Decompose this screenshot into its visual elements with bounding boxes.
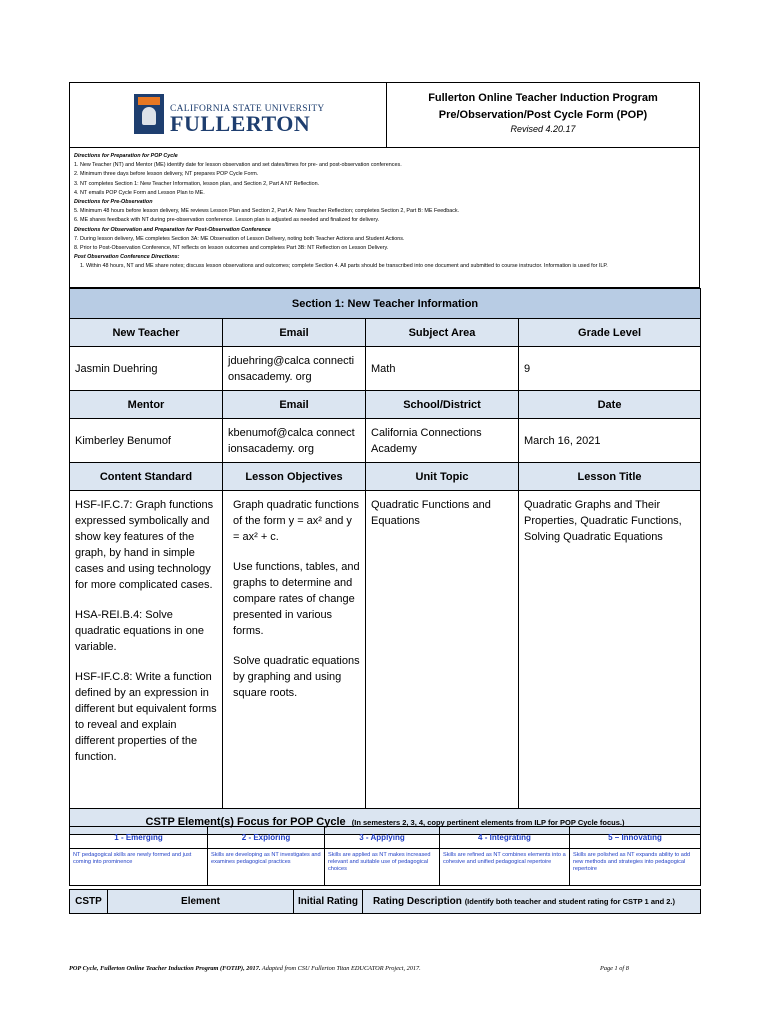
- mentor-email[interactable]: kbenumof@calca connect ionsacademy. org: [223, 419, 366, 463]
- header-lesson-title: Lesson Title: [519, 463, 701, 491]
- header-grade-level: Grade Level: [519, 319, 701, 347]
- logo-university: CALIFORNIA STATE UNIVERSITY: [170, 104, 325, 114]
- lesson-objective-item: Use functions, tables, and graphs to determine and compare rates of change presented in various forms.: [233, 561, 360, 637]
- level-desc: Skills are developing as NT investigates and examines pedagogical practices: [208, 849, 325, 886]
- section1-table: [69, 288, 701, 835]
- date-value[interactable]: March 16, 2021: [519, 419, 701, 463]
- lesson-title-value: Quadratic Graphs and Their Properties, Quadratic Functions, Solving Quadratic Equations: [524, 499, 682, 543]
- header-initial-rating: Initial Rating: [294, 890, 363, 914]
- header-subject-area: Subject Area: [366, 319, 519, 347]
- level-exploring: 2 - Exploring: [208, 827, 325, 849]
- level-desc: Skills are refined as NT combines elements into a cohesive and unified pedagogical repertoire: [440, 849, 570, 886]
- level-desc: Skills are applied as NT makes increased relevant and suitable use of pedagogical choices: [325, 849, 440, 886]
- directions-step: 1. New Teacher (NT) and Mentor (ME) identify date for lesson observation and set dates/times for pre- and post-observation conferences.: [74, 162, 402, 169]
- program-title: Fullerton Online Teacher Induction Program: [428, 92, 658, 104]
- csuf-logo: [134, 94, 324, 136]
- directions-prep-heading: Directions for Preparation for POP Cycle: [74, 153, 178, 159]
- directions-obs-heading: Directions for Observation and Preparation for Post-Observation Conference: [74, 226, 271, 233]
- header-element: Element: [108, 890, 294, 914]
- level-integrating: 4 - Integrating: [440, 827, 570, 849]
- header-mentor: Mentor: [70, 391, 223, 419]
- lesson-title-cell[interactable]: [519, 491, 701, 809]
- cstp-header-table: [69, 889, 701, 914]
- mentor-name[interactable]: Kimberley Benumof: [70, 419, 223, 463]
- grade-level-value[interactable]: 9: [519, 347, 701, 391]
- directions-step: 6. ME shares feedback with NT during pre-observation conference. Lesson plan is adjusted as needed and finalized for delivery.: [74, 217, 380, 224]
- footer-citation: POP Cycle, Fullerton Online Teacher Induction Program (FOTIP), 2017. Adapted from CSU Fullerton Titan EDUCATOR Project, 2017.: [69, 965, 421, 972]
- level-innovating: 5 – Innovating: [570, 827, 701, 849]
- subject-area-value[interactable]: Math: [366, 347, 519, 391]
- content-standard-item: HSF-IF.C.7: Graph functions expressed symbolically and show key features of the graph, by hand in simple cases and using technology for more complicated cases.: [75, 499, 214, 591]
- header-mentor-email: Email: [223, 391, 366, 419]
- directions-step: 8. Prior to Post-Observation Conference, NT reflects on lesson outcomes and completes Part 3B: NT Reflection on Lesson Delivery.: [74, 245, 389, 252]
- level-desc: Skills are polished as NT expands ability to add new methods and strategies into pedagogical repertoire: [570, 849, 701, 886]
- level-emerging: 1 - Emerging: [70, 827, 208, 849]
- directions: [74, 152, 698, 272]
- directions-step: 4. NT emails POP Cycle Form and Lesson Plan to ME.: [74, 189, 205, 196]
- new-teacher-email[interactable]: jduehring@calca connecti onsacademy. org: [223, 347, 366, 391]
- lesson-objective-item: Graph quadratic functions of the form y = ax² and y = ax² + c.: [233, 499, 359, 543]
- directions-step: 7. During lesson delivery, ME completes Section 3A: ME Observation of Lesson Delivery, noting both Teacher Actions and Student Actions.: [74, 235, 405, 242]
- revised-date: Revised 4.20.17: [510, 124, 576, 134]
- content-standard-item: HSA-REI.B.4: Solve quadratic equations in one variable.: [75, 609, 205, 653]
- new-teacher-name[interactable]: Jasmin Duehring: [70, 347, 223, 391]
- directions-step: 5. Minimum 48 hours before lesson delivery, ME reviews Lesson Plan and Section 2, Part A: New Teacher Reflection; completes Section 2, Part B: ME Feedback.: [74, 208, 460, 215]
- directions-step: 1. Within 48 hours, NT and ME share notes; discuss lesson observations and outcomes; complete Section 4. All parts should be transcribed into one document and submitted to course instructor. Information is used for ILP.: [80, 263, 608, 270]
- logo-campus: FULLERTON: [170, 111, 311, 136]
- header-school-district: School/District: [366, 391, 519, 419]
- cstp-title: CSTP Element(s) Focus for POP Cycle (In semesters 2, 3, 4, copy pertinent elements from ILP for POP Cycle focus.): [70, 809, 701, 835]
- header-cstp: CSTP: [70, 890, 108, 914]
- header-lesson-objectives: Lesson Objectives: [223, 463, 366, 491]
- lesson-objective-item: Solve quadratic equations by graphing and using square roots.: [233, 655, 360, 699]
- section1-title: Section 1: New Teacher Information: [70, 289, 701, 319]
- page-number: Page 1 of 8: [600, 965, 629, 972]
- header-date: Date: [519, 391, 701, 419]
- level-desc: NT pedagogical skills are newly formed and just coming into prominence: [70, 849, 208, 886]
- header-new-teacher: New Teacher: [70, 319, 223, 347]
- directions-post-heading: Post Observation Conference Directions:: [74, 254, 180, 261]
- form-title: Pre/Observation/Post Cycle Form (POP): [438, 109, 648, 121]
- content-standard-cell[interactable]: [70, 491, 223, 809]
- header-email: Email: [223, 319, 366, 347]
- header-rating-description: Rating Description (Identify both teacher and student rating for CSTP 1 and 2.): [363, 890, 701, 914]
- header-unit-topic: Unit Topic: [366, 463, 519, 491]
- directions-step: 3. NT completes Section 1: New Teacher Information, lesson plan, and Section 2, Part A NT Reflection.: [74, 180, 320, 187]
- level-applying: 3 - Applying: [325, 827, 440, 849]
- school-district-value[interactable]: California Connections Academy: [366, 419, 519, 463]
- unit-topic-cell[interactable]: [366, 491, 519, 809]
- unit-topic-value: Quadratic Functions and Equations: [371, 499, 491, 527]
- directions-pre-heading: Directions for Pre-Observation: [74, 199, 153, 206]
- csuf-seal-icon: [134, 94, 164, 134]
- cstp-levels-table: [69, 826, 701, 886]
- directions-step: 2. Minimum three days before lesson delivery, NT prepares POP Cycle Form.: [74, 171, 259, 178]
- header-content-standard: Content Standard: [70, 463, 223, 491]
- content-standard-item: HSF-IF.C.8: Write a function defined by an expression in different but equivalent forms to reveal and explain different properties of the function.: [75, 671, 217, 763]
- lesson-objectives-cell[interactable]: [223, 491, 366, 809]
